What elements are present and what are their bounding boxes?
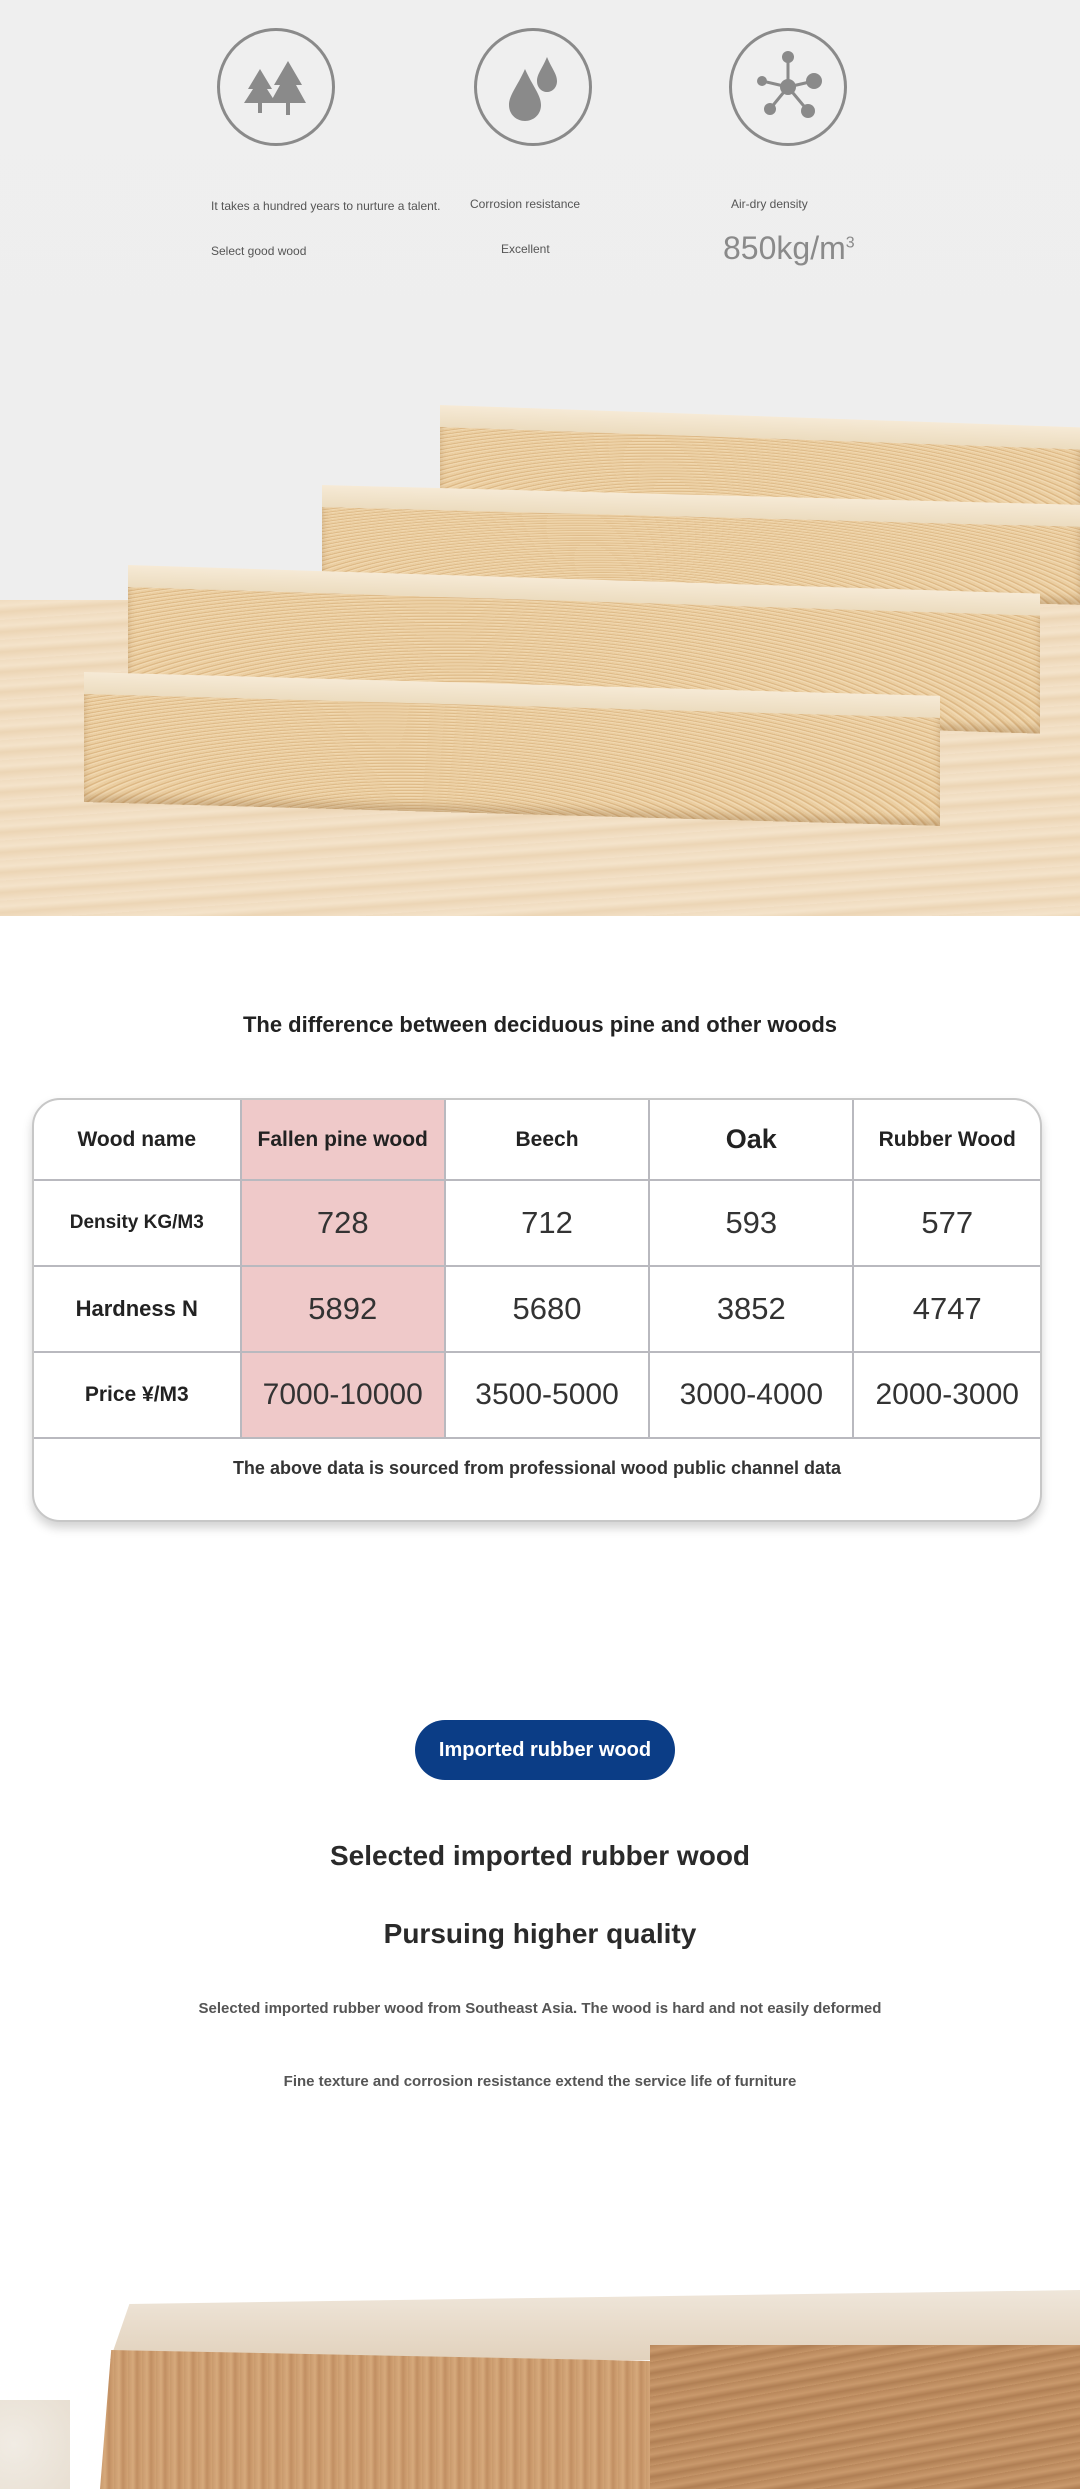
feature-value-2: Excellent [501,242,550,256]
feature-caption-1: It takes a hundred years to nurture a talent. [211,199,441,213]
row-label: Price ¥/M3 [34,1352,241,1438]
table-cell: 2000-3000 [853,1352,1040,1438]
trees-icon [217,28,335,146]
header-cell: Beech [445,1100,649,1180]
table-cell: 5680 [445,1266,649,1352]
comparison-card [32,1098,1042,1522]
table-source-note: The above data is sourced from professional wood public channel data [232,1458,842,1478]
table-row [34,1266,1040,1352]
table-cell-highlight: 728 [241,1180,445,1266]
table-cell-highlight: 5892 [241,1266,445,1352]
description-line-1: Selected imported rubber wood from Southeast Asia. The wood is hard and not easily deformed [198,2000,882,2017]
rubber-wood-block-image [0,2290,1080,2489]
section-heading: Selected imported rubber wood [329,1840,751,1871]
feature-value-1: Select good wood [211,244,307,258]
feature-caption-2: Corrosion resistance [470,197,581,211]
water-drops-icon [474,28,592,146]
description-line-2: Fine texture and corrosion resistance extend the service life of furniture [283,2073,797,2090]
table-cell: 4747 [853,1266,1040,1352]
imported-rubber-wood-badge: Imported rubber wood [415,1720,675,1780]
feature-caption-3: Air-dry density [731,197,808,211]
wood-plank [84,672,940,826]
table-cell-highlight: 7000-10000 [241,1352,445,1438]
molecule-icon [729,28,847,146]
row-label: Hardness N [34,1266,241,1352]
feature-value-3: $850kg/m^3$ [723,230,855,266]
header-cell: Rubber Wood [853,1100,1040,1180]
header-cell: Wood name [34,1100,241,1180]
table-cell: 593 [649,1180,853,1266]
header-cell-highlight: Fallen pine wood [241,1100,445,1180]
comparison-table [34,1100,1040,1439]
hero-banner [0,0,1080,916]
table-row [34,1180,1040,1266]
table-header-row [34,1100,1040,1180]
row-label: Density KG/M3 [34,1180,241,1266]
table-cell: 3852 [649,1266,853,1352]
comparison-title: The difference between deciduous pine and other woods [242,1012,838,1037]
table-cell: 712 [445,1180,649,1266]
table-cell: 577 [853,1180,1040,1266]
table-row [34,1352,1040,1438]
header-cell: Oak [649,1100,853,1180]
section-subheading: Pursuing higher quality [383,1918,697,1949]
table-cell: 3500-5000 [445,1352,649,1438]
table-cell: 3000-4000 [649,1352,853,1438]
